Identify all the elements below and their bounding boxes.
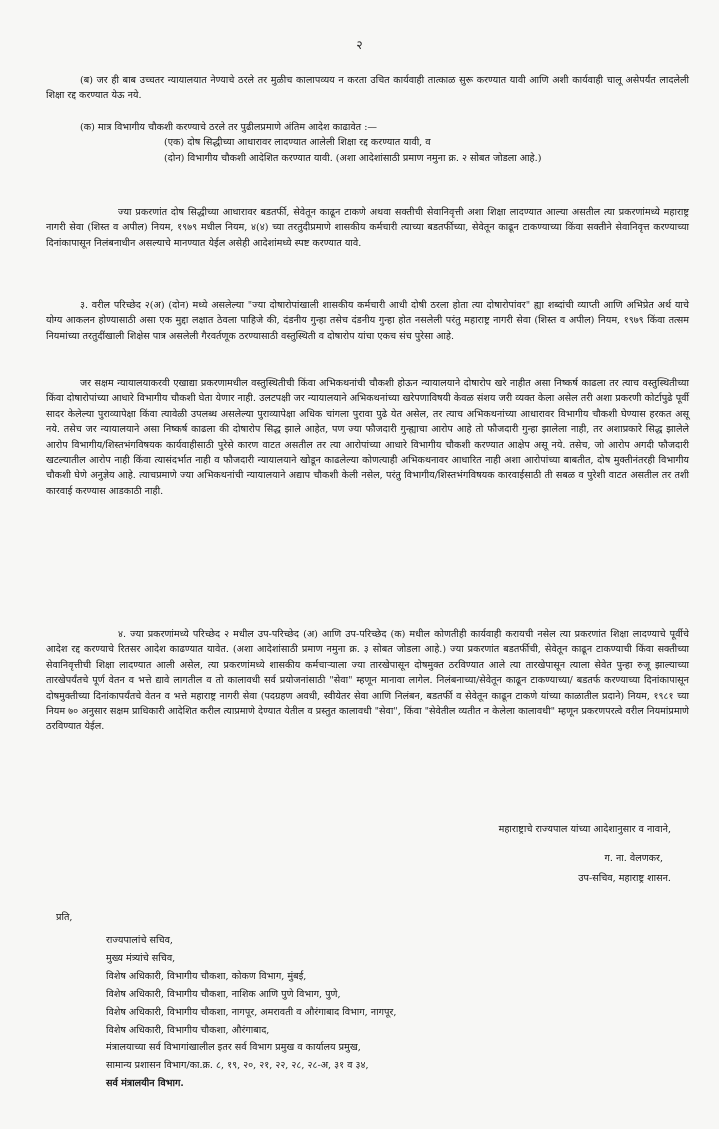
paragraph-dismissal: ज्या प्रकरणांत दोष सिद्धीच्या आधारावर बडतर्फी, सेवेतून काढून टाकणे अथवा सक्तीची सेवानिवृत्ती अशा शिक्षा लादण्यात आल्या असतील त्या प्रकरणांमध्ये महाराष्ट्र नागरी सेवा (शिस्त व अपील) नियम, १९७९ मधील नियम, ४(४) च्या तरतुदीप्रमाणे शासकीय कर्मचारी त्याच्या बडतर्फीच्या, सेवेतून काढून टाकण्याच्या किंवा सक्तीने सेवानिवृत्त करण्याच्या दिनांकापासून निलंबनाधीन असल्याचे मानण्यात येईल असेही आदेशांमध्ये स्पष्ट करण्यात यावे. [46, 207, 689, 249]
section-2 [46, 205, 689, 251]
to-label: प्रति, [56, 912, 73, 923]
section-court [46, 376, 689, 499]
recipient-list [106, 932, 689, 1093]
paragraph-4: ४. ज्या प्रकरणांमध्ये परिच्छेद २ मधील उप-परिच्छेद (अ) आणि उप-परिच्छेद (क) मधील कोणतीही कार्यवाही करायची नसेल त्या प्रकरणांत शिक्षा लादण्याचे पूर्वीचे आदेश रद्द करण्याचे रितसर आदेश काढण्यात यावेत. (अशा आदेशांसाठी प्रमाण नमुना क्र. ३ सोबत जोडला आहे.) ज्या प्रकरणांत बडतर्फीची, सेवेतून काढून टाकण्याची किंवा सक्तीच्या सेवानिवृत्तीची शिक्षा लादण्यात आली असेल, त्या प्रकरणांमध्ये शासकीय कर्मचाऱ्याला ज्या तारखेपासून दोषमुक्त ठरविण्यात आले त्या तारखेपासून त्याला सेवेत पुन्हा रुजू झाल्याच्या तारखेपर्यंतचे पूर्ण वेतन व भत्ते द्यावे लागतील व तो कालावधी सर्व प्रयोजनांसाठी "सेवा" म्हणून मानावा लागेल. निलंबनाच्या/सेवेतून काढून टाकण्याच्या/ बडतर्फ करण्याच्या दिनांकापासून दोषमुक्तीच्या दिनांकापर्यंतचे वेतन व भत्ते महाराष्ट्र नागरी सेवा (पदग्रहण अवधी, स्वीयेतर सेवा आणि निलंबन, बडतर्फी व सेवेतून काढून टाकणे यांच्या काळातील प्रदाने) नियम, १९८१ च्या नियम ७० अनुसार सक्षम प्राधिकारी आदेशित करील त्याप्रमाणे देण्यात येतील व प्रस्तुत कालावधी "सेवा", किंवा "सेवेतील व्यतीत न केलेला कालावधी" म्हणून प्रकरणपरत्वे वरील नियमांप्रमाणे ठरविण्यात येईल. [46, 629, 689, 733]
recipient-item: विशेष अधिकारी, विभागीय चौकशा, औरंगाबाद, [106, 1024, 270, 1036]
recipient-item: विशेष अधिकारी, विभागीय चौकशा, नागपूर, अमरावती व औरंगाबाद विभाग, नागपूर, [106, 1006, 397, 1018]
paragraph-k: (क) मात्र विभागीय चौकशी करण्याचे ठरले तर पुढीलप्रमाणे अंतिम आदेश काढावेत :— [80, 122, 378, 133]
recipient-item: राज्यपालांचे सचिव, [106, 935, 173, 946]
paragraph-court: जर सक्षम न्यायालयाकरवी एखाद्या प्रकरणामधील वस्तुस्थितीची किंवा अभिकथनांची चौकशी होऊन न्यायालयाने दोषारोप खरे नाहीत असा निष्कर्ष काढला तर त्याच वस्तुस्थितीच्या किंवा दोषारोपांच्या आधारे विभागीय चौकशी घेता येणार नाही. उलटपक्षी जर न्यायालयाने अभिकथनांच्या खरेपणाविषयी केवळ संशय जरी व्यक्त केला असेल तरी अशा प्रकरणी कोर्टापुढे पूर्वी सादर केलेल्या पुराव्यापेक्षा किंवा त्यावेळी उपलब्ध असलेल्या पुराव्यापेक्षा अधिक चांगला पुरावा पुढे येत असेल, तर त्याच अभिकथनांच्या आधारावर विभागीय चौकशी घेण्यास हरकत असू नये. तसेच जर न्यायालयाने असा निष्कर्ष काढला की दोषारोप सिद्ध झाले आहेत, पण ज्या फौजदारी गुन्ह्याचा आरोप आहे तो फौजदारी गुन्हा झालेला नाही, तर अशाप्रकारे सिद्ध झालेले आरोप विभागीय/शिस्तभंगविषयक कार्यवाहीसाठी पुरेसे कारण वाटत असतील तर त्या आरोपांच्या आधारे विभागीय चौकशी करण्यात आक्षेप असू नये. तसेच, जो आरोप अगदी फौजदारी खटल्यातील आरोप नाही किंवा त्यासंदर्भात नाही व फौजदारी न्यायालयाने खोडून काढलेल्या कोणत्याही अभिकथनावर आधारित नाही अशा आरोपांच्या बाबतीत, दोष मुक्तीनंतरही विभागीय चौकशी घेणे अनुज्ञेय आहे. त्याचप्रमाणे ज्या अभिकथनांची न्यायालयाने अद्याप चौकशी केली नसेल, परंतु विभागीय/शिस्तभंगविषयक कारवाईसाठी ती सबळ व पुरेशी वाटत असतील तर तशी कारवाई करण्यास आडकाठी नाही. [46, 378, 689, 497]
recipient-item: सर्व मंत्रालयीन विभाग. [106, 1078, 184, 1090]
section-4 [46, 627, 689, 735]
section-3 [46, 298, 689, 344]
paragraph-k-two: (दोन) विभागीय चौकशी आदेशित करण्यात यावी. (अशा आदेशांसाठी प्रमाण नमुना क्र. २ सोबत जोडला आहे.) [164, 152, 542, 164]
recipient-item: विशेष अधिकारी, विभागीय चौकशा, नाशिक आणि पुणे विभाग, पुणे, [106, 988, 341, 1000]
signature-authority-line: महाराष्ट्राचे राज्यपाल यांच्या आदेशानुसार व नावाने, [498, 824, 671, 835]
recipient-item: मंत्रालयाच्या सर्व विभागांखालील इतर सर्व विभाग प्रमुख व कार्यालय प्रमुख, [106, 1042, 361, 1054]
paragraph-3: ३. वरील परिच्छेद २(अ) (दोन) मध्ये असलेल्या "ज्या दोषारोपांखाली शासकीय कर्मचारी आधी दोषी ठरला होता त्या दोषारोपांवर" ह्या शब्दांची व्याप्ती आणि अभिप्रेत अर्थ याचे योग्य आकलन होण्यासाठी असा एक मुद्दा लक्षात ठेवला पाहिजे की, दंडनीय गुन्हा तसेच दंडनीय गुन्हा होत नसलेली परंतु महाराष्ट्र नागरी सेवा (शिस्त व अपील) नियम, १९७९ किंवा तत्सम नियमांच्या तरतुदींखाली शिक्षेस पात्र असलेली गैरवर्तणूक ठरण्यासाठी वस्तुस्थिती व दोषारोप यांचा एकच संच पुरेसा आहे. [46, 300, 689, 342]
section-k [46, 120, 689, 166]
paragraph-k-one: (एक) दोष सिद्धीच्या आधारावर लादण्यात आलेली शिक्षा रद्द करण्यात यावी, व [164, 137, 431, 149]
paragraph-b: (ब) जर ही बाब उच्चतर न्यायालयात नेण्याचे ठरले तर मुळीच कालापव्यय न करता उचित कार्यवाही तात्काळ सुरू करण्यात यावी आणि अशी कार्यवाही चालू असेपर्यंत लादलेली शिक्षा रद्द करण्यात येऊ नये. [46, 75, 689, 102]
signatory-designation: उप-सचिव, महाराष्ट्र शासन. [578, 872, 671, 884]
section-b [46, 73, 689, 104]
page-number: २ [356, 38, 363, 52]
signatory-name: ग. ना. वेलणकर, [604, 853, 663, 865]
signature-block [499, 822, 671, 886]
recipient-item: विशेष अधिकारी, विभागीय चौकशा, कोकण विभाग, मुंबई, [106, 970, 307, 982]
recipient-item: सामान्य प्रशासन विभाग/का.क्र. ८, १९, २०, २१, २२, २८, २८-अ, ३१ व ३४, [106, 1060, 369, 1072]
recipient-item: मुख्य मंत्र्यांचे सचिव, [106, 952, 176, 964]
